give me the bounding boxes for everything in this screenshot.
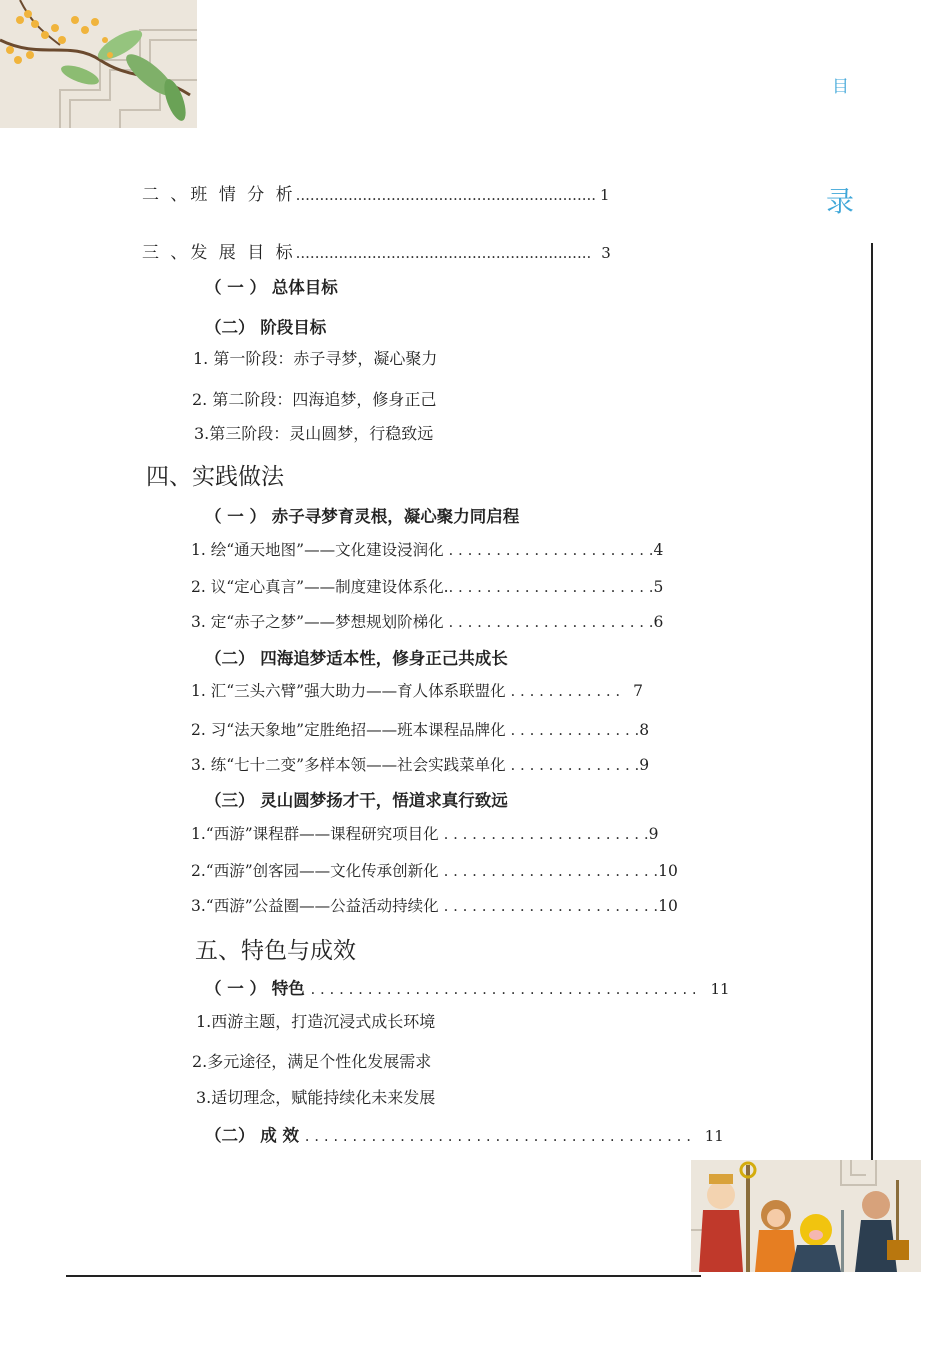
toc-entry-s5-1-b[interactable]: 2.多元途径，满足个性化发展需求 — [192, 1052, 432, 1071]
side-title-char-2: 录 — [826, 185, 855, 218]
toc-label: 2. 习“法天象地”定胜绝招——班本课程品牌化 — [191, 721, 506, 739]
toc-label: 3. 练“七十二变”多样本领——社会实践菜单化 — [191, 756, 506, 774]
bottom-divider — [66, 1275, 701, 1277]
toc-label: （ 一 ） 特色 — [205, 979, 305, 998]
side-title-char-1: 目 — [832, 77, 849, 97]
toc-entry-s4-3-a[interactable] — [191, 822, 658, 844]
toc-entry-s4[interactable]: 四、实践做法 — [146, 464, 284, 490]
toc-entry-s4-1-a[interactable] — [191, 538, 663, 560]
toc-leader: . . . . . . . . . . . . . . . . . . . . . . — [443, 825, 649, 843]
toc-leader: . . . . . . . . . . . . . . . . . . . . . . — [448, 541, 654, 559]
toc-entry-s5[interactable]: 五、特色与成效 — [195, 938, 356, 964]
toc-leader: . . . . . . . . . . . . . . . . . . . . . . — [448, 613, 654, 631]
toc-entry-s5-1[interactable] — [205, 975, 730, 999]
toc-entry-s3[interactable] — [142, 238, 611, 263]
toc-entry-s3-2-b[interactable]: 2. 第二阶段：四海追梦，修身正己 — [192, 390, 437, 409]
toc-entry-s5-2[interactable] — [205, 1122, 724, 1146]
toc-leader: .............................................................. — [295, 244, 592, 262]
toc-page-number: 1 — [600, 186, 610, 204]
toc-page-number: 11 — [710, 980, 730, 998]
toc-label: 1. 汇“三头六臂”强大助力——育人体系联盟化 — [191, 682, 506, 700]
toc-page-number: 9 — [648, 825, 659, 843]
toc-entry-s3-2-a[interactable]: 1. 第一阶段：赤子寻梦，凝心聚力 — [193, 349, 438, 368]
toc-entry-s4-1[interactable]: （ 一 ） 赤子寻梦育灵根，凝心聚力同启程 — [205, 507, 520, 526]
toc-leader: . . . . . . . . . . . . . . — [510, 756, 640, 774]
toc-entry-s4-1-c[interactable] — [191, 610, 663, 632]
toc-entry-s4-3-c[interactable] — [191, 894, 678, 916]
journey-west-characters-image — [691, 1160, 921, 1272]
toc-leader: . . . . . . . . . . . . . . . . . . . . . . — [448, 578, 654, 596]
toc-page-number: 3 — [601, 244, 611, 262]
toc-entry-s4-1-b[interactable] — [191, 575, 663, 597]
toc-page-number: 10 — [658, 862, 678, 880]
vertical-divider — [871, 243, 873, 1160]
toc-label: 3.“西游”公益圈——公益活动持续化 — [191, 897, 439, 915]
toc-label: 二 、班 情 分 析 — [142, 185, 296, 205]
toc-entry-s5-1-a[interactable]: 1.西游主题，打造沉浸式成长环境 — [196, 1012, 436, 1031]
toc-label: 1.“西游”课程群——课程研究项目化 — [191, 825, 439, 843]
toc-entry-s5-1-c[interactable]: 3.适切理念，赋能持续化未来发展 — [196, 1088, 436, 1107]
toc-entry-s3-2-c[interactable]: 3.第三阶段：灵山圆梦，行稳致远 — [194, 424, 434, 443]
toc-entry-s4-2-c[interactable] — [191, 753, 649, 775]
toc-page-number: 7 — [633, 682, 643, 700]
toc-leader: . . . . . . . . . . . . — [510, 682, 621, 700]
toc-label: 3. 定“赤子之梦”——梦想规划阶梯化 — [191, 613, 444, 631]
toc-page-number: 8 — [639, 721, 650, 739]
toc-page-number: 11 — [704, 1127, 724, 1145]
toc-label: 2.“西游”创客园——文化传承创新化 — [191, 862, 439, 880]
toc-entry-s4-3-b[interactable] — [191, 859, 678, 881]
toc-entry-s3-2[interactable]: （二） 阶段目标 — [205, 318, 327, 337]
toc-page-number: 6 — [653, 613, 664, 631]
toc-leader: ............................................................... — [295, 186, 597, 204]
toc-entry-s2[interactable] — [142, 180, 610, 205]
osmanthus-decoration-image — [0, 0, 197, 128]
toc-page-number: 10 — [658, 897, 678, 915]
toc-page-number: 9 — [639, 756, 650, 774]
toc-entry-s4-2[interactable]: （二） 四海追梦适本性，修身正己共成长 — [205, 649, 508, 668]
toc-label: （二） 成 效 — [205, 1126, 299, 1145]
toc-label: 2. 议“定心真言”——制度建设体系化. — [191, 578, 449, 596]
toc-entry-s4-2-a[interactable] — [191, 679, 643, 701]
toc-leader: . . . . . . . . . . . . . . . . . . . . . . . — [443, 862, 659, 880]
toc-entry-s4-2-b[interactable] — [191, 718, 649, 740]
toc-leader: . . . . . . . . . . . . . . . . . . . . . . . . . . . . . . . . . . . . . . . . . — [304, 1127, 691, 1145]
toc-leader: . . . . . . . . . . . . . . . . . . . . . . . . . . . . . . . . . . . . . . . . . — [310, 980, 697, 998]
toc-page-number: 4 — [653, 541, 664, 559]
toc-leader: . . . . . . . . . . . . . . — [510, 721, 640, 739]
toc-entry-s3-1[interactable]: （ 一 ） 总体目标 — [205, 278, 338, 297]
toc-leader: . . . . . . . . . . . . . . . . . . . . . . . — [443, 897, 659, 915]
toc-label: 三 、发 展 目 标 — [142, 243, 296, 263]
toc-entry-s4-3[interactable]: （三） 灵山圆梦扬才干，悟道求真行致远 — [205, 791, 508, 810]
toc-page-number: 5 — [653, 578, 664, 596]
toc-label: 1. 绘“通天地图”——文化建设浸润化 — [191, 541, 444, 559]
